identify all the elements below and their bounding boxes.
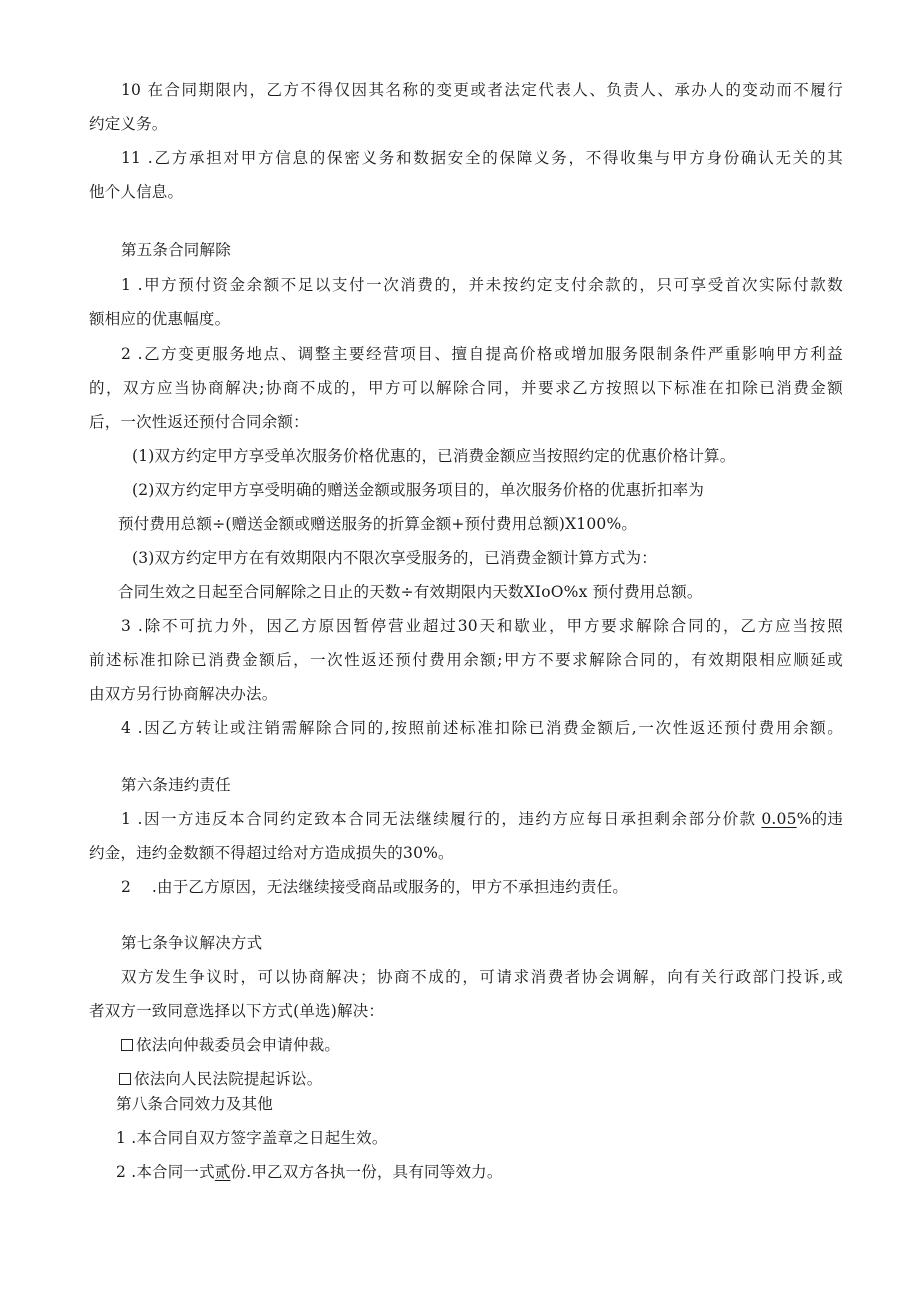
arbitration-label: 依法向仲裁委员会申请仲裁。 [136,1036,341,1054]
clause-11-line-1: 11 .乙方承担对甲方信息的保密义务和数据安全的保障义务，不得收集与甲方身份确认无关的其 [121,149,843,167]
copies-count: 贰 [214,1163,231,1181]
art7-line-2: 者双方一致同意选择以下方式(单选)解决： [89,1002,385,1020]
art5-item4: 4 .因乙方转让或注销需解除合同的,按照前述标准扣除已消费金额后,一次性返还预付费用余额。 [121,719,843,737]
penalty-rate-suffix: %的违 [796,810,843,828]
art8-item1: 1 .本合同自双方签字盖章之日起生效。 [116,1129,388,1147]
sub-item-3-formula: 合同生效之日起至合同解除之日止的天数÷有效期限内天数XIoO%x 预付费用总额。 [118,583,703,601]
art5-item3-line-3: 由双方另行协商解决办法。 [89,685,278,703]
art5-item1-line-2: 额相应的优惠幅度。 [89,310,231,328]
sub-item-2-formula: 预付费用总额÷(赠送金额或赠送服务的折算金额+预付费用总额)X100%。 [118,515,638,533]
art8-item2-suffix: 份.甲乙双方各执一份，具有同等效力。 [230,1163,503,1181]
clause-10-line-1: 10 在合同期限内，乙方不得仅因其名称的变更或者法定代表人、负责人、承办人的变动而不履行 [121,81,843,99]
option-arbitration[interactable] [121,1035,340,1055]
article-8-title: 第八条合同效力及其他 [116,1095,274,1113]
art6-item1-line-2: 约金，违约金数额不得超过给对方造成损失的30%。 [89,844,454,862]
arbitration-checkbox[interactable] [121,1039,133,1051]
art6-item1-text: 1 .因一方违反本合同约定致本合同无法继续履行的，违约方应每日承担剩余部分价款 [121,810,756,828]
art7-line-1: 双方发生争议时，可以协商解决；协商不成的，可请求消费者协会调解，向有关行政部门投诉,或 [121,968,843,986]
penalty-rate-value: 0.05 [761,810,797,828]
art8-item2 [116,1162,503,1182]
art5-item2-line-3: 后，一次性返还预付合同余额： [89,413,309,431]
sub-item-1: (1)双方约定甲方享受单次服务价格优惠的，已消费金额应当按照约定的优惠价格计算。 [132,447,736,465]
litigation-checkbox[interactable] [119,1073,131,1085]
art5-item3-line-1: 3 .除不可抗力外，因乙方原因暂停营业超过30天和歇业，甲方要求解除合同的，乙方应当按照 [121,617,843,635]
art6-item1-rate [761,809,843,829]
article-6-title: 第六条违约责任 [121,776,231,794]
sub-item-2: (2)双方约定甲方享受明确的赠送金额或服务项目的，单次服务价格的优惠折扣率为 [132,481,705,499]
art5-item2-line-2: 的，双方应当协商解决;协商不成的，甲方可以解除合同，并要求乙方按照以下标准在扣除已消费金额 [89,379,843,397]
art5-item1-line-1: 1 .甲方预付资金余额不足以支付一次消费的，并未按约定支付余款的，只可享受首次实际付款数 [121,276,843,294]
art6-item2: 2 .由于乙方原因，无法继续接受商品或服务的，甲方不承担违约责任。 [121,878,629,896]
article-5-title: 第五条合同解除 [121,241,231,259]
option-litigation[interactable] [119,1069,322,1089]
art5-item2-line-1: 2 .乙方变更服务地点、调整主要经营项目、擅自提高价格或增加服务限制条件严重影响甲方利益 [121,345,843,363]
art5-item3-line-2: 前述标准扣除已消费金额后，一次性返还预付费用余额;甲方不要求解除合同的，有效期限相应顺延或 [89,651,843,669]
article-7-title: 第七条争议解决方式 [121,934,263,952]
sub-item-3: (3)双方约定甲方在有效期限内不限次享受服务的，已消费金额计算方式为： [132,549,657,567]
litigation-label: 依法向人民法院提起诉讼。 [134,1070,323,1088]
clause-11-line-2: 他个人信息。 [89,183,184,201]
art8-item2-prefix: 2 .本合同一式 [116,1163,215,1181]
clause-10-line-2: 约定义务。 [89,115,168,133]
art6-item1-line-1 [121,809,843,829]
